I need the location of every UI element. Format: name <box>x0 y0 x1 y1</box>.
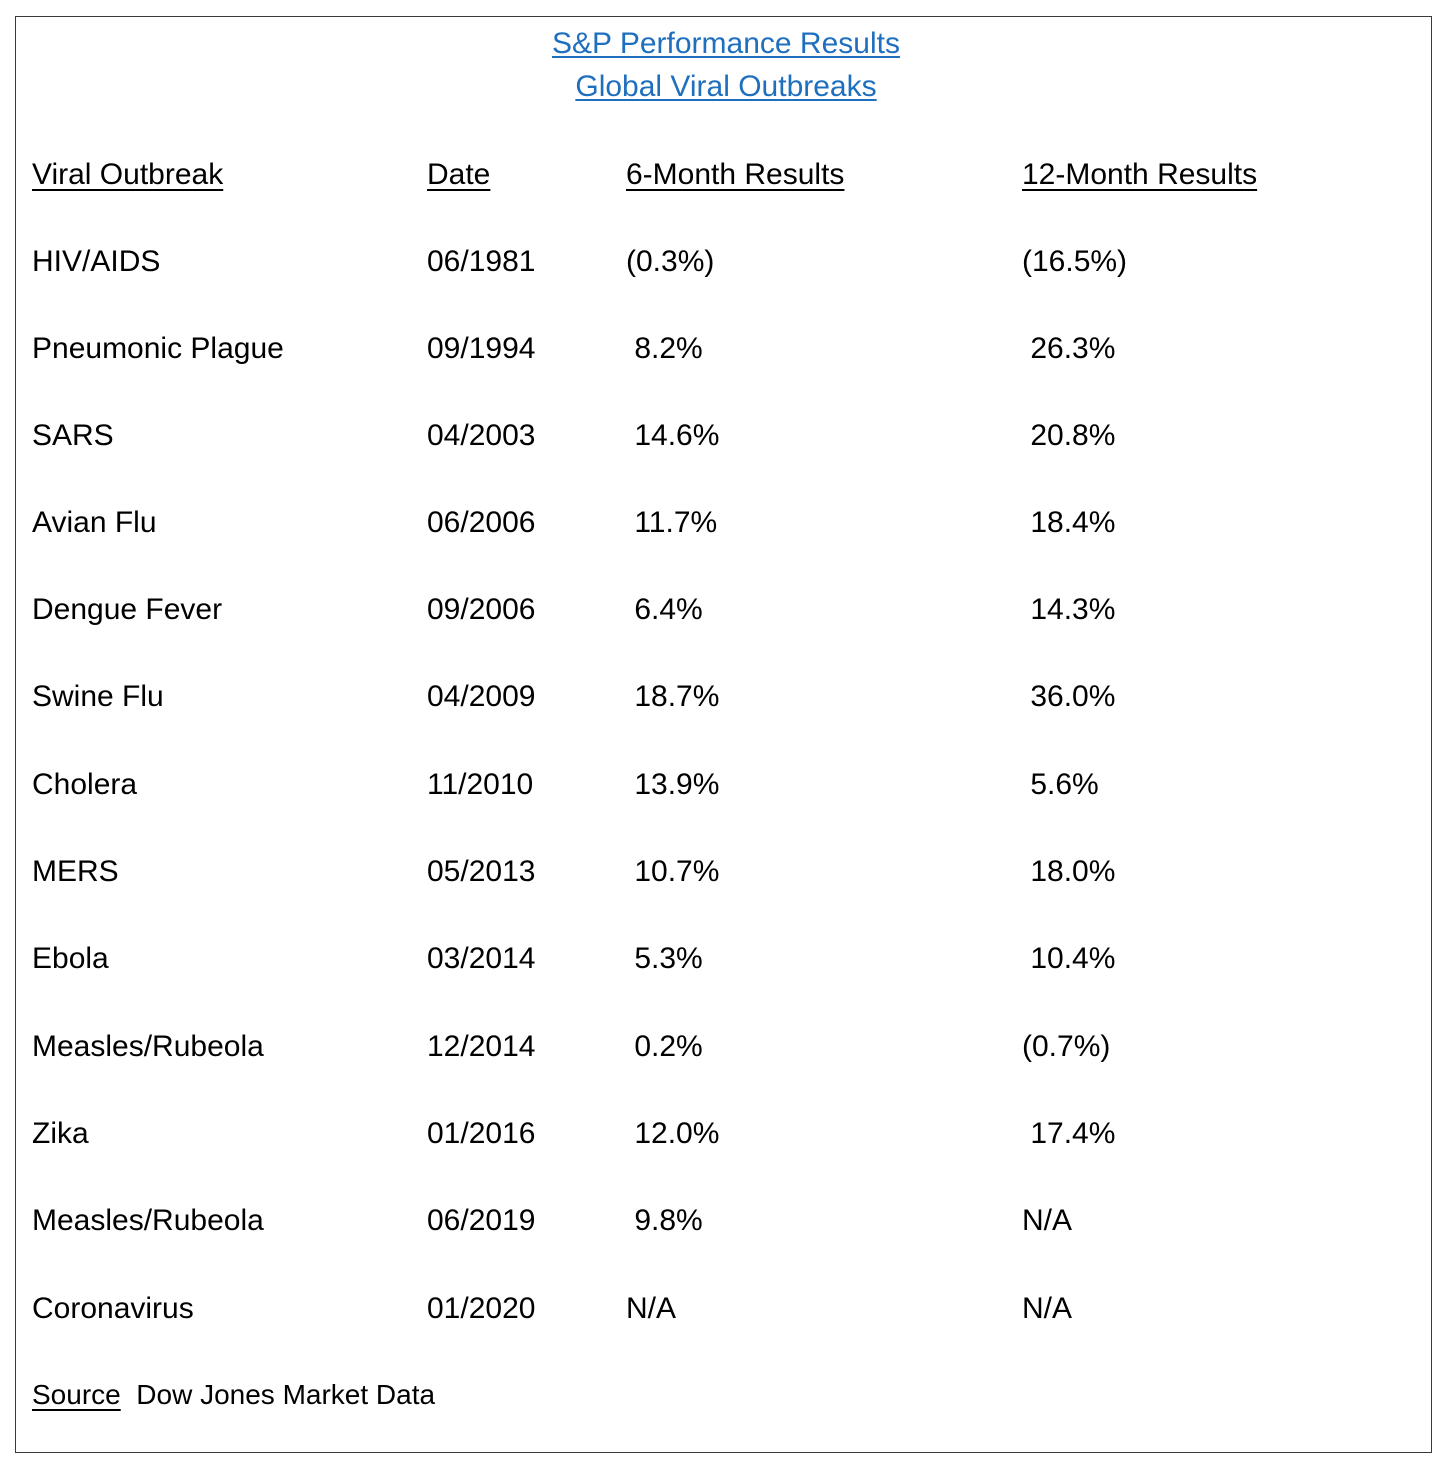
source-label: Source <box>32 1379 121 1410</box>
outbreak-name: Measles/Rubeola <box>32 1030 264 1063</box>
twelve-month-result: 18.0% <box>1022 855 1116 888</box>
table-row <box>0 675 1452 719</box>
six-month-result: 14.6% <box>626 419 720 452</box>
twelve-month-result: 5.6% <box>1022 768 1099 801</box>
table-row <box>0 327 1452 371</box>
outbreak-date: 09/2006 <box>427 593 536 626</box>
header-twelve-month: 12-Month Results <box>1022 158 1258 191</box>
table-row <box>0 937 1452 981</box>
six-month-result: 9.8% <box>626 1204 703 1237</box>
outbreak-date: 01/2020 <box>427 1292 536 1325</box>
outbreak-name: SARS <box>32 419 114 452</box>
six-month-result: 5.3% <box>626 942 703 975</box>
twelve-month-result: 36.0% <box>1022 680 1116 713</box>
table-row <box>0 501 1452 545</box>
six-month-result: 13.9% <box>626 768 720 801</box>
table-row <box>0 588 1452 632</box>
outbreak-date: 05/2013 <box>427 855 536 888</box>
six-month-result: 8.2% <box>626 332 703 365</box>
twelve-month-result: 18.4% <box>1022 506 1116 539</box>
header-viral-outbreak: Viral Outbreak <box>32 158 224 191</box>
outbreak-name: Zika <box>32 1117 89 1150</box>
outbreak-name: Dengue Fever <box>32 593 223 626</box>
outbreak-name: Coronavirus <box>32 1292 194 1325</box>
header-date: Date <box>427 158 491 191</box>
six-month-result: 6.4% <box>626 593 703 626</box>
six-month-result: N/A <box>626 1292 677 1325</box>
table-row <box>0 1287 1452 1331</box>
outbreak-name: MERS <box>32 855 119 888</box>
outbreak-date: 06/2019 <box>427 1204 536 1237</box>
table-row <box>0 850 1452 894</box>
twelve-month-result: 20.8% <box>1022 419 1116 452</box>
outbreak-name: Cholera <box>32 768 138 801</box>
six-month-result: 11.7% <box>626 506 718 539</box>
outbreak-name: Avian Flu <box>32 506 157 539</box>
table-row <box>0 763 1452 807</box>
six-month-result: 18.7% <box>626 680 720 713</box>
twelve-month-result: 14.3% <box>1022 593 1116 626</box>
six-month-result: 0.2% <box>626 1030 703 1063</box>
twelve-month-result: 17.4% <box>1022 1117 1116 1150</box>
outbreak-name: Ebola <box>32 942 109 975</box>
table-row <box>0 1199 1452 1243</box>
twelve-month-result: N/A <box>1022 1204 1073 1237</box>
twelve-month-result: 26.3% <box>1022 332 1116 365</box>
twelve-month-result: 10.4% <box>1022 942 1116 975</box>
table-row <box>0 1025 1452 1069</box>
source-note <box>32 1373 435 1417</box>
outbreak-name: Swine Flu <box>32 680 164 713</box>
outbreak-date: 01/2016 <box>427 1117 536 1150</box>
source-value: Dow Jones Market Data <box>136 1379 436 1410</box>
outbreak-date: 04/2003 <box>427 419 536 452</box>
six-month-result: 12.0% <box>626 1117 720 1150</box>
outbreak-name: HIV/AIDS <box>32 245 161 278</box>
outbreak-date: 09/1994 <box>427 332 536 365</box>
outbreak-date: 11/2010 <box>427 768 534 801</box>
twelve-month-result: (0.7%) <box>1022 1030 1111 1063</box>
six-month-result: 10.7% <box>626 855 720 888</box>
title-line-1: S&P Performance Results <box>552 27 900 60</box>
six-month-result: (0.3%) <box>626 245 715 278</box>
outbreak-date: 06/1981 <box>427 245 536 278</box>
twelve-month-result: (16.5%) <box>1022 245 1128 278</box>
outbreak-name: Pneumonic Plague <box>32 332 284 365</box>
table-row <box>0 1112 1452 1156</box>
header-six-month: 6-Month Results <box>626 158 845 191</box>
outbreak-date: 03/2014 <box>427 942 536 975</box>
outbreak-date: 06/2006 <box>427 506 536 539</box>
outbreak-name: Measles/Rubeola <box>32 1204 264 1237</box>
outbreak-date: 12/2014 <box>427 1030 536 1063</box>
title-line-2: Global Viral Outbreaks <box>575 70 877 103</box>
outbreak-date: 04/2009 <box>427 680 536 713</box>
table-row <box>0 240 1452 284</box>
table-row <box>0 414 1452 458</box>
twelve-month-result: N/A <box>1022 1292 1073 1325</box>
